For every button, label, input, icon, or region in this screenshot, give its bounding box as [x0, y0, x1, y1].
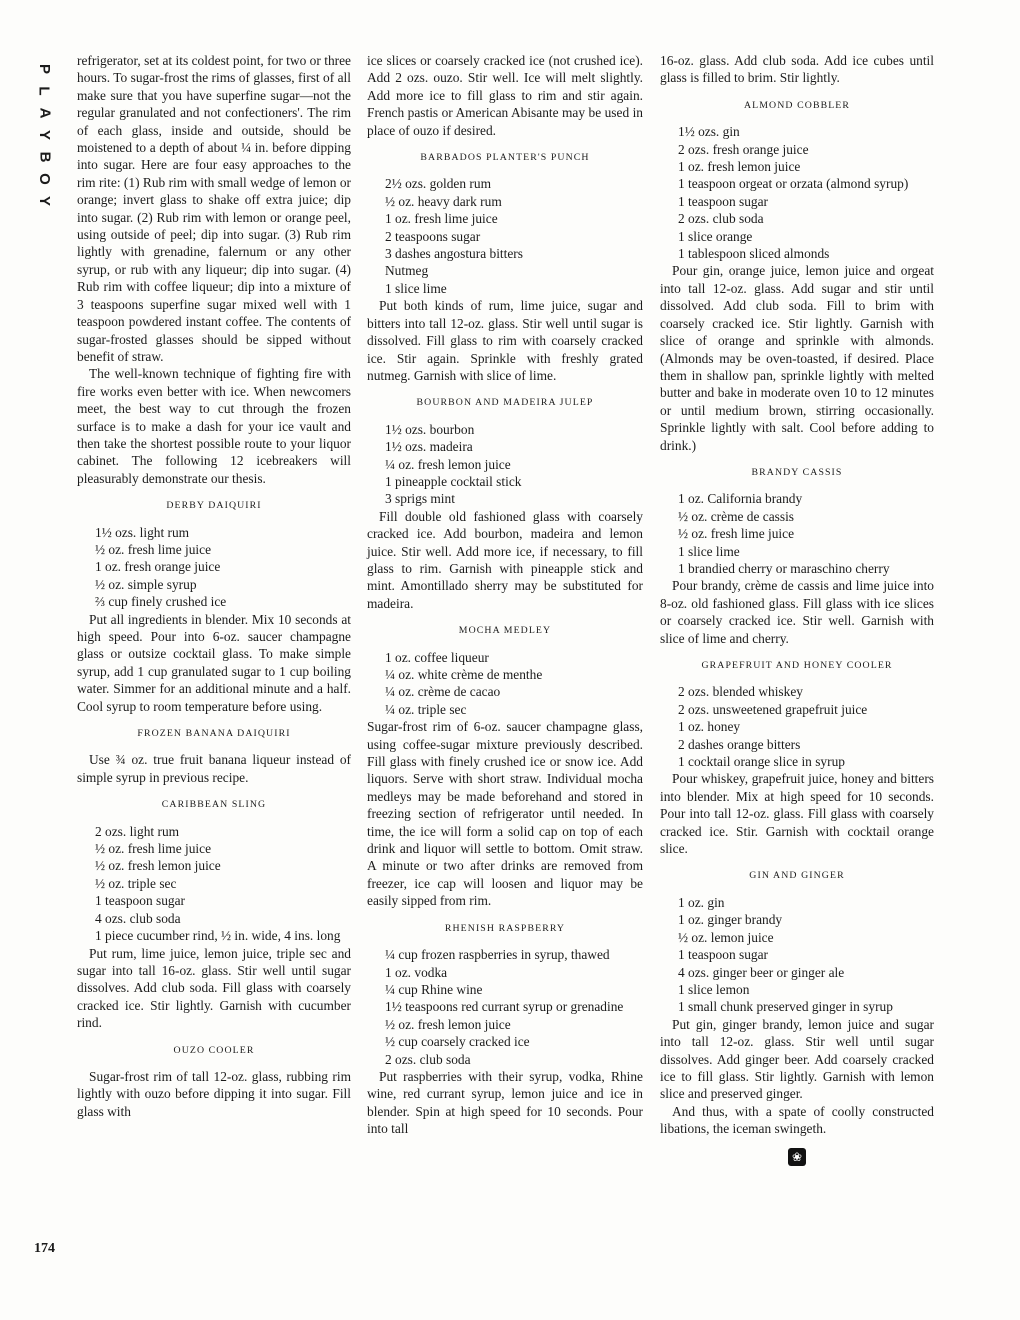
body-paragraph: Put all ingredients in blender. Mix 10 seconds at high speed. Pour into 6-oz. saucer champagne glass or outsize cocktail glass. To make simple syrup, add 1 cup granulated sugar to 1 cup boiling water. Simmer for an additional minute and a half. Cool syrup to room temperature before using.	[77, 611, 351, 714]
ingredient-item: 1½ teaspoons red currant syrup or grenadine	[385, 999, 624, 1015]
body-paragraph: Put rum, lime juice, lemon juice, triple sec and sugar into tall 16-oz. glass. Stir well until sugar dissolves. Add club soda. Fill glass with coarsely cracked ice. Stir lightly. Garnish with cucumber rind.	[77, 945, 351, 1031]
ingredient-list	[660, 683, 934, 770]
masthead-letter: Y	[35, 195, 53, 207]
recipe-title: GIN AND GINGER	[749, 870, 845, 882]
ingredient-item: ⅔ cup finely crushed ice	[95, 594, 227, 610]
ingredient-item: ½ oz. heavy dark rum	[385, 193, 502, 209]
ingredient-list	[660, 490, 934, 577]
recipe-title: BARBADOS PLANTER'S PUNCH	[420, 152, 590, 164]
ingredient-list	[367, 649, 643, 719]
ingredient-item: 1½ ozs. bourbon	[385, 421, 475, 437]
masthead-letter: L	[35, 86, 53, 96]
body-paragraph: The well-known technique of fighting fire with fire works even better with ice. When newcomers meet, the best way to cut through the frozen surface is to make a dash for your ice vault and then take the shortest possible route to your liquor cabinet. The following 12 icebreakers will pleasurably demonstrate our thesis.	[77, 366, 351, 486]
ingredient-item: 1½ ozs. light rum	[95, 524, 190, 540]
ingredient-item: 1 small chunk preserved ginger in syrup	[678, 999, 893, 1015]
ingredient-item: 1 tablespoon sliced almonds	[678, 246, 830, 262]
ingredient-item: ½ oz. fresh lemon juice	[385, 1016, 511, 1032]
ingredient-list	[367, 946, 643, 1068]
ingredient-item: 1 teaspoon sugar	[678, 193, 768, 209]
body-paragraph: And thus, with a spate of coolly constructed libations, the iceman swingeth.	[660, 1103, 934, 1137]
ingredient-item: ½ oz. simple syrup	[95, 576, 197, 592]
ingredient-item: 1 slice lime	[678, 543, 740, 559]
ingredient-item: ¼ oz. white crème de menthe	[385, 667, 543, 682]
recipe-title: BOURBON AND MADEIRA JULEP	[416, 397, 594, 409]
body-paragraph: ice slices or coarsely cracked ice (not crushed ice). Add 2 ozs. ouzo. Stir well. Ice will melt slightly. Add more ice to fill glass to rim and stir again. French pastis or American Abisante may be used in place of ouzo if desired.	[367, 53, 643, 138]
recipe-title: FROZEN BANANA DAIQUIRI	[137, 728, 291, 740]
body-paragraph: Put both kinds of rum, lime juice, sugar and bitters into tall 12-oz. glass. Stir well until sugar is dissolved. Fill glass to rim with coarsely cracked ice. Stir again. Sprinkle with freshly grated nutmeg. Garnish with slice of lime.	[367, 298, 643, 383]
ingredient-item: ½ oz. fresh lime juice	[95, 541, 212, 557]
recipe-title: CARIBBEAN SLING	[161, 799, 267, 811]
ingredient-item: 1 brandied cherry or maraschino cherry	[678, 560, 890, 576]
body-paragraph: Put raspberries with their syrup, vodka, Rhine wine, red currant syrup, lemon juice and ice in blender. Spin at high speed for 10 seconds. Pour into tall	[367, 1068, 643, 1137]
ingredient-list	[77, 524, 351, 611]
masthead-letter: O	[35, 173, 53, 185]
text-column-3	[660, 52, 934, 1166]
ingredient-item: 2 ozs. club soda	[678, 211, 764, 227]
ingredient-item: 1 teaspoon sugar	[95, 893, 185, 909]
ingredient-item: 2 ozs. blended whiskey	[678, 684, 803, 700]
ingredient-item: 1 cocktail orange slice in syrup	[678, 754, 845, 770]
recipe-title: MOCHA MEDLEY	[458, 625, 552, 637]
ingredient-item: 3 sprigs mint	[385, 491, 455, 507]
ingredient-item: ½ oz. triple sec	[95, 875, 177, 891]
ingredient-item: ¼ cup frozen raspberries in syrup, thawed	[385, 947, 610, 963]
ingredient-item: 1 piece cucumber rind, ½ in. wide, 4 ins. long	[95, 928, 341, 944]
ingredient-item: ½ cup coarsely cracked ice	[385, 1034, 530, 1050]
recipe-title: ALMOND COBBLER	[743, 99, 851, 111]
ingredient-item: 2 ozs. fresh orange juice	[678, 141, 809, 157]
ingredient-list	[367, 421, 643, 508]
ingredient-item: 2 ozs. unsweetened grapefruit juice	[678, 701, 868, 717]
masthead-letter: B	[36, 151, 53, 163]
text-column-2	[367, 52, 643, 1138]
ingredient-item: 1 oz. gin	[678, 894, 725, 910]
ingredient-item: ¼ oz. fresh lemon juice	[385, 456, 511, 472]
ingredient-item: 1 slice lime	[385, 280, 447, 296]
ingredient-item: 1 oz. honey	[678, 719, 741, 735]
ingredient-list	[660, 123, 934, 262]
ingredient-item: 1 teaspoon orgeat or orzata (almond syrup)	[678, 176, 909, 192]
ingredient-item: 4 ozs. club soda	[95, 910, 181, 926]
masthead-letter: Y	[35, 129, 53, 141]
ingredient-item: 2 dashes orange bitters	[678, 736, 801, 752]
masthead-letter: A	[36, 107, 53, 119]
rabbit-head-icon: ❀	[788, 1148, 806, 1166]
recipe-title: OUZO COOLER	[173, 1044, 255, 1056]
body-paragraph: Sugar-frost rim of 6-oz. saucer champagne glass, using coffee-sugar mixture previously described. Fill glass with finely crushed ice or snow ice. Add liquors. Serve with short straw. Individual mocha medleys may be made beforehand and stored in freezing section of refrigerator until needed. In time, the ice will form a solid cap on top of each drink and liquor will settle to bottom. Omit straw. A minute or two after drinks are removed from freezer, ice cap will loosen and liquor may be easily sipped from rim.	[367, 719, 643, 909]
ingredient-item: 1 oz. fresh orange juice	[95, 559, 221, 575]
ingredient-item: ½ oz. fresh lemon juice	[95, 858, 221, 874]
ingredient-item: 1 oz. California brandy	[678, 491, 803, 507]
ingredient-list	[367, 175, 643, 297]
body-paragraph: Use ¾ oz. true fruit banana liqueur instead of simple syrup in previous recipe.	[77, 752, 351, 785]
ingredient-item: 2 ozs. light rum	[95, 823, 180, 839]
ingredient-item: 1 oz. vodka	[385, 964, 448, 980]
ingredient-item: ¼ cup Rhine wine	[385, 981, 483, 997]
masthead-letter: P	[35, 63, 53, 75]
ingredient-item: ½ oz. fresh lime juice	[678, 526, 795, 542]
ingredient-item: ¼ oz. crème de cacao	[385, 684, 501, 700]
body-paragraph: Pour brandy, crème de cassis and lime juice into 8-oz. old fashioned glass. Fill glass with ice slices or coarsely cracked ice. Stir well. Garnish with slice of lime and cherry.	[660, 578, 934, 646]
recipe-title: DERBY DAIQUIRI	[166, 500, 262, 512]
ingredient-item: Nutmeg	[385, 263, 429, 279]
ingredient-item: 2 teaspoons sugar	[385, 228, 481, 244]
ingredient-item: 1 oz. fresh lemon juice	[678, 159, 801, 175]
body-paragraph: Pour gin, orange juice, lemon juice and orgeat into tall 12-oz. glass. Add sugar and stir until dissolved. Add club soda. Fill to brim with coarsely cracked ice. Stir lightly. Garnish with slice of orange and sprinkle with almonds. (Almonds may be oven-toasted, if desired. Place them in shallow pan, sprinkle lightly with melted butter and bake in moderate oven 10 to 12 minutes or until medium brown, stirring occasionally. Sprinkle lightly with salt. Cool before adding to drink.)	[660, 263, 934, 453]
ingredient-item: 1½ ozs. madeira	[385, 439, 473, 455]
recipe-title: BRANDY CASSIS	[751, 466, 843, 478]
ingredient-item: 1 oz. ginger brandy	[678, 912, 783, 928]
ingredient-item: 2½ ozs. golden rum	[385, 176, 491, 192]
ingredient-item: 1 pineapple cocktail stick	[385, 473, 522, 489]
recipe-title: GRAPEFRUIT AND HONEY COOLER	[701, 660, 893, 671]
ingredient-list	[77, 823, 351, 945]
body-paragraph: Put gin, ginger brandy, lemon juice and sugar into tall 12-oz. glass. Stir well until sugar dissolves. Add ginger beer. Add coarsely cracked ice to fill glass. Stir lightly. Garnish with lemon slice and preserved ginger.	[660, 1016, 934, 1102]
ingredient-list	[660, 894, 934, 1016]
body-paragraph: Pour whiskey, grapefruit juice, honey and bitters into blender. Mix at high speed for 10 seconds. Pour into tall 12-oz. glass. Fill glass with coarsely cracked ice. Stir. Garnish with cocktail orange slice.	[660, 771, 934, 857]
body-paragraph: Sugar-frost rim of tall 12-oz. glass, rubbing rim lightly with ouzo before dipping it into sugar. Fill glass with	[77, 1068, 351, 1119]
ingredient-item: 1 oz. fresh lime juice	[385, 211, 498, 227]
ingredient-item: ½ oz. crème de cassis	[678, 508, 795, 524]
ingredient-item: 2 ozs. club soda	[385, 1051, 471, 1067]
ingredient-item: 3 dashes angostura bitters	[385, 246, 523, 262]
ingredient-item: 1 teaspoon sugar	[678, 947, 768, 963]
body-paragraph: 16-oz. glass. Add club soda. Add ice cubes until glass is filled to brim. Stir lightly.	[660, 53, 934, 86]
ingredient-item: 4 ozs. ginger beer or ginger ale	[678, 964, 845, 980]
page-number: 174	[34, 1241, 55, 1256]
recipe-title: RHENISH RASPBERRY	[444, 922, 566, 934]
ingredient-item: 1 oz. coffee liqueur	[385, 649, 489, 665]
text-column-1	[77, 52, 351, 1120]
ingredient-item: ½ oz. fresh lime juice	[95, 841, 212, 857]
ingredient-item: ¼ oz. triple sec	[385, 701, 467, 717]
body-paragraph: Fill double old fashioned glass with coarsely cracked ice. Add bourbon, madeira and lemon juice. Stir well. Add more ice, if necessary, to fill glass to rim. Garnish with pineapple stick and mint. Amontillado sherry may be substituted for madeira.	[367, 508, 643, 611]
playboy-masthead-vertical	[34, 58, 54, 212]
body-paragraph: refrigerator, set at its coldest point, for two or three hours. To sugar-frost the rims of glasses, first of all make sure that you have superfine sugar—not the regular granulated and not confectioners'. The rim of each glass, inside and outside, should be moistened to a depth of about ¼ in. before dipping into sugar. Here are four easy approaches to the rim rite: (1) Rub rim with small wedge of lemon or orange; invert glass to shake off extra juice; dip into sugar. (2) Rub rim with lemon or orange peel, using outside of peel; dip into sugar. (3) Rub rim lightly with grenadine, falernum or any other syrup, or rub with any liqueur; dip into sugar. (4) Rub rim with coffee liqueur; dip into a mixture of 3 teaspoons superfine sugar mixed well with 1 teaspoon powdered instant coffee. The contents of sugar-frosted glasses should be sipped without benefit of straw.	[77, 53, 351, 364]
ingredient-item: 1 slice orange	[678, 228, 753, 244]
ingredient-item: ½ oz. lemon juice	[678, 929, 774, 945]
ingredient-item: 1½ ozs. gin	[678, 124, 740, 140]
ingredient-item: 1 slice lemon	[678, 981, 750, 997]
